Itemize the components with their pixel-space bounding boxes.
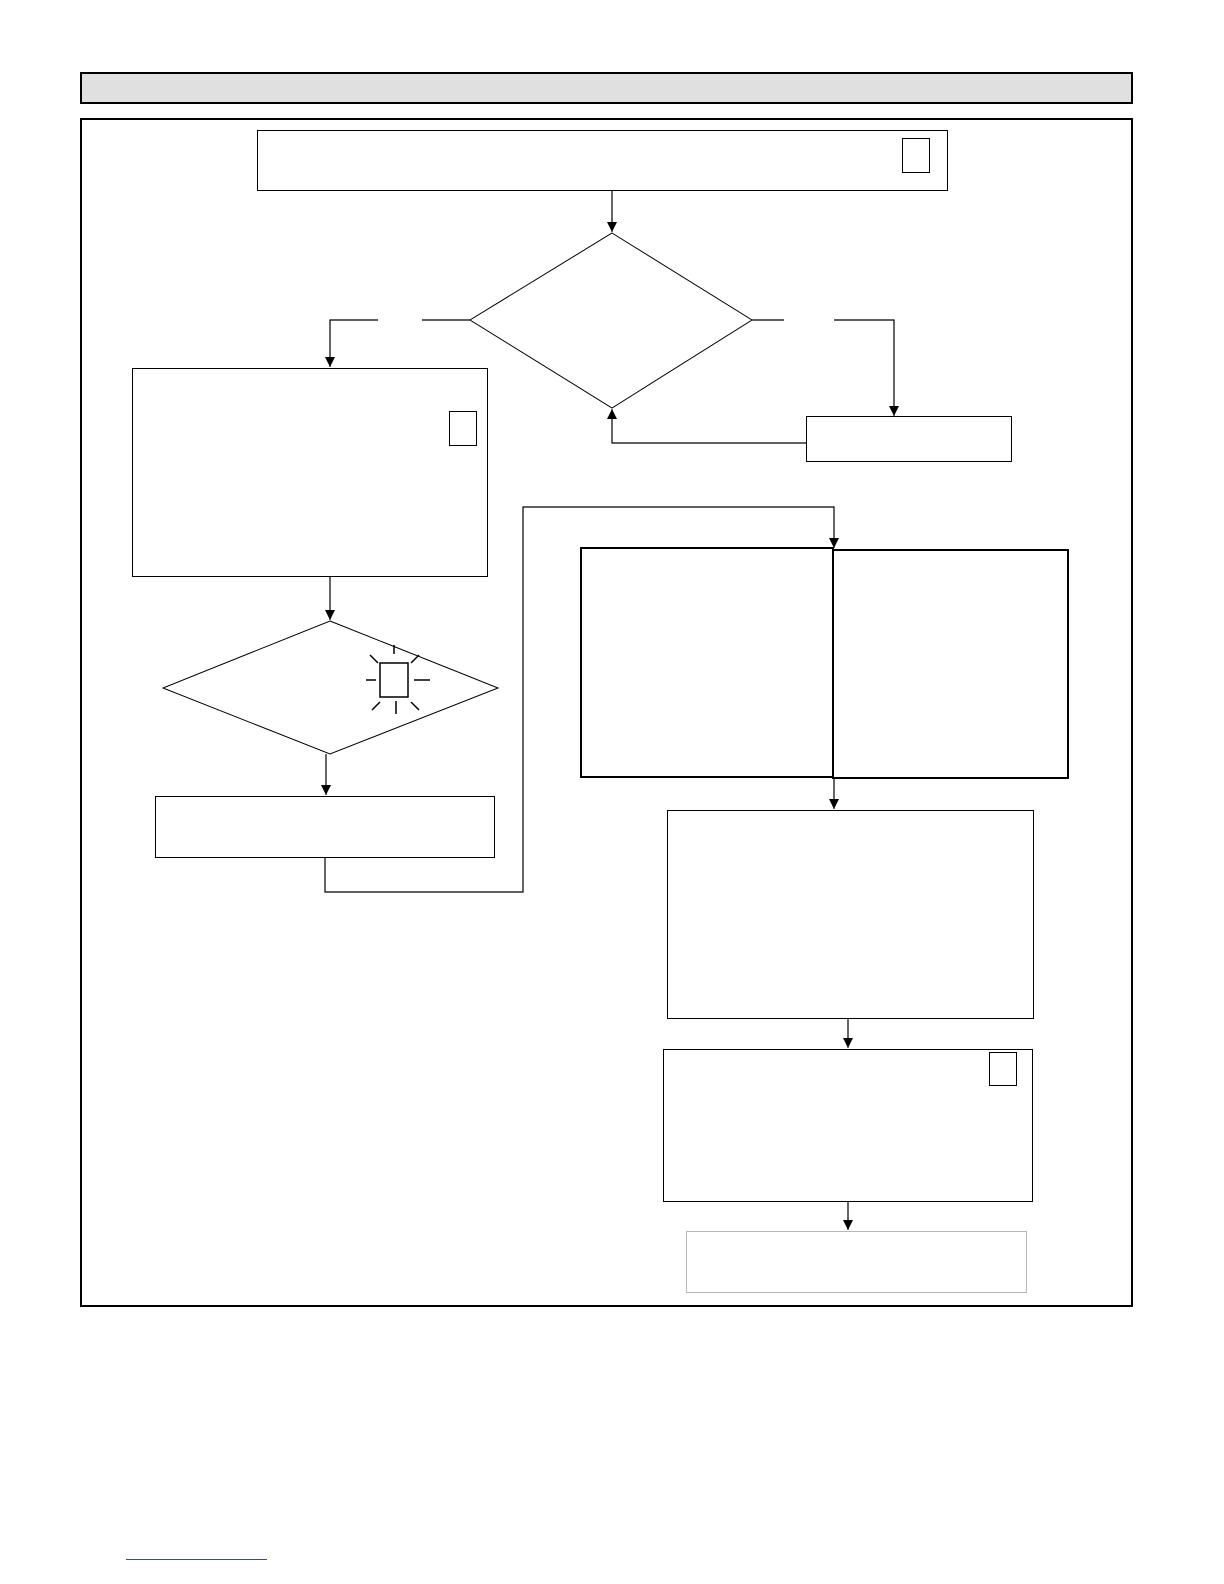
end-box: [686, 1231, 1027, 1293]
connector-decision-left: [330, 320, 378, 367]
connector-decision-right: [834, 320, 894, 416]
left-column-box: [580, 547, 834, 778]
press-button-box-checkbox-icon: [449, 411, 477, 446]
branch-label-right: [786, 312, 832, 328]
branch-label-left: [380, 312, 420, 328]
start-box: [257, 130, 948, 191]
record-box-checkbox-icon: [989, 1052, 1017, 1086]
footer-link[interactable]: [126, 1546, 267, 1560]
after-flash-box: [155, 796, 495, 858]
decision-main-text: [520, 300, 704, 340]
flash-decision-text: [200, 672, 350, 706]
press-button-box: [132, 368, 488, 577]
side-box: [806, 416, 1012, 462]
right-column-box: [832, 549, 1069, 779]
procedure-box: [667, 810, 1034, 1019]
start-box-checkbox-icon: [902, 138, 930, 173]
connector-side-box-loop: [612, 409, 806, 443]
record-box: [663, 1049, 1033, 1202]
